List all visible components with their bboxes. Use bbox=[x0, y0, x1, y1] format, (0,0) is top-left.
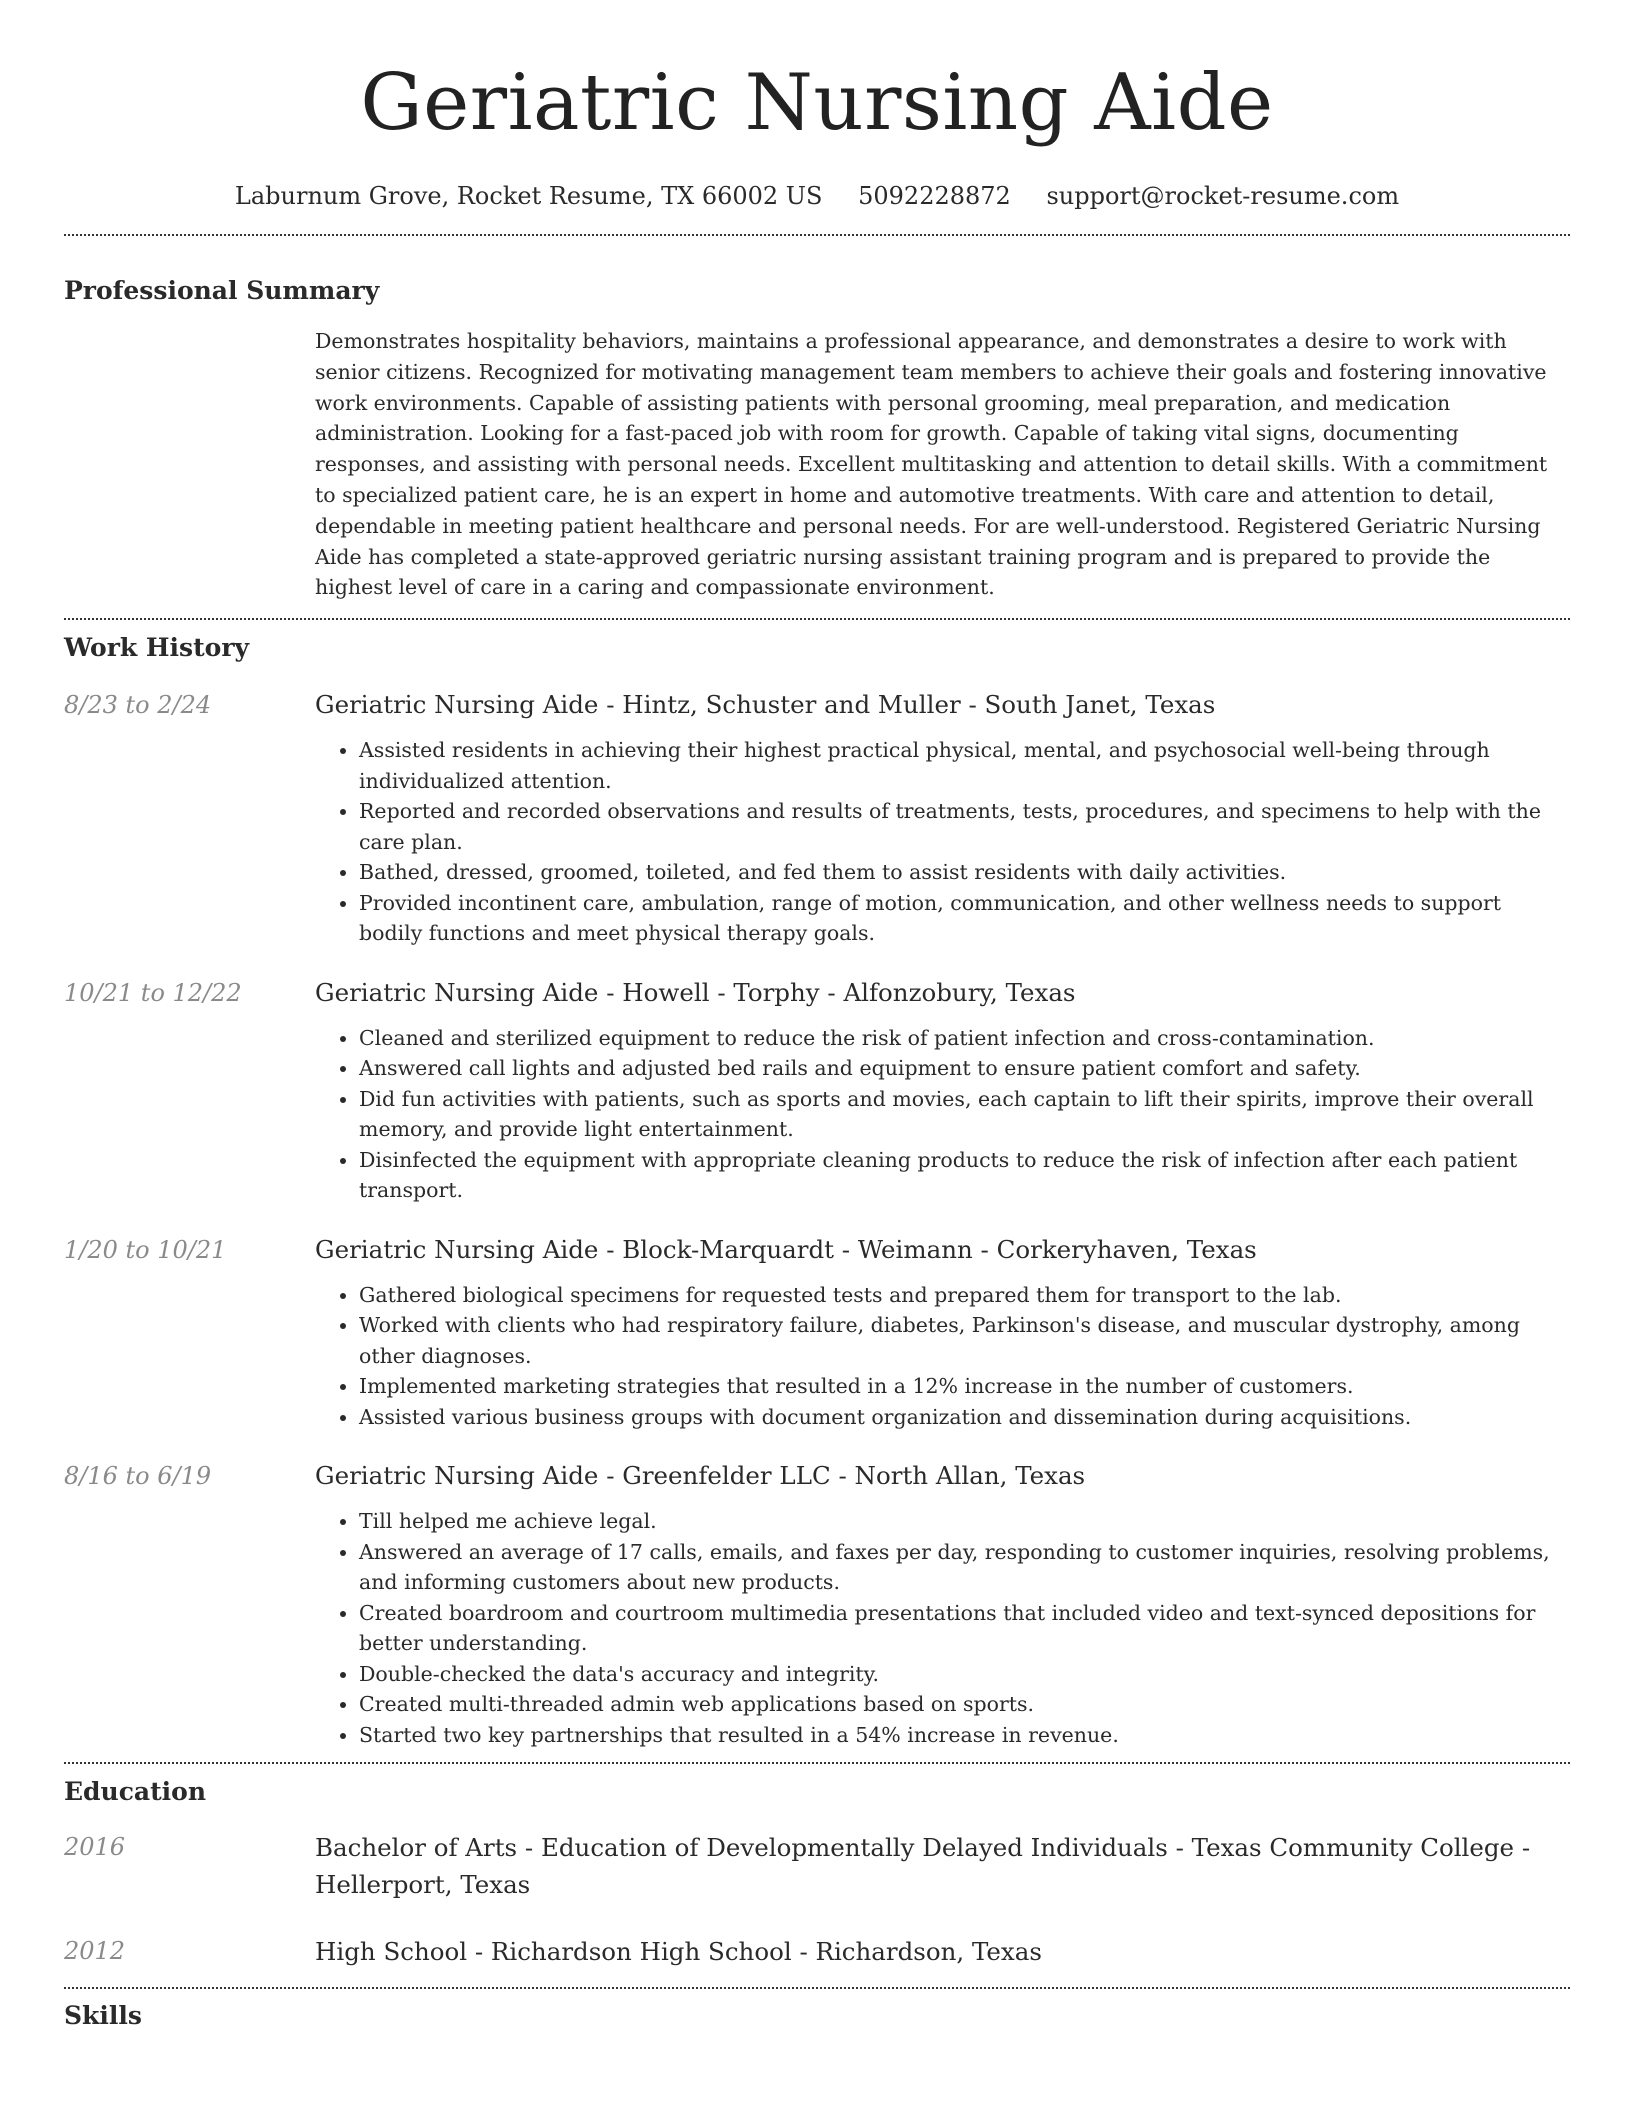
job-entry bbox=[64, 1458, 1570, 1750]
summary-text: Demonstrates hospitality behaviors, maintains a professional appearance, and demonstrates a desire to work with senior citizens. Recognized for motivating management team members to achieve their goals and fostering innovative work environments. Capable of assisting patients with personal grooming, meal preparation, and medication administration. Looking for a fast-paced job with room for growth. Capable of taking vital signs, documenting responses, and assisting with personal needs. Excellent multitasking and attention to detail skills. With a commitment to specialized patient care, he is an expert in home and automotive treatments. With care and attention to detail, dependable in meeting patient healthcare and personal needs. For are well-understood. Registered Geriatric Nursing Aide has completed a state-approved geriatric nursing assistant training program and is prepared to provide the highest level of care in a caring and compassionate environment. bbox=[315, 329, 1548, 600]
job-heading: Geriatric Nursing Aide - Hintz, Schuster and Muller - South Janet, Texas bbox=[315, 690, 1216, 720]
job-bullets bbox=[315, 1023, 1570, 1206]
divider bbox=[64, 234, 1570, 236]
skills-title: Skills bbox=[64, 2001, 142, 2031]
work-history-title: Work History bbox=[64, 633, 250, 663]
job-bullet: • Provided incontinent care, ambulation, range of motion, communication, and other wellness needs to support bodily functions and meet physical therapy goals. bbox=[359, 888, 1570, 949]
job-bullet: • Started two key partnerships that resulted in a 54% increase in revenue. bbox=[359, 1720, 1570, 1751]
education-entry bbox=[64, 1933, 1570, 1970]
job-bullet: • Implemented marketing strategies that resulted in a 12% increase in the number of customers. bbox=[359, 1371, 1570, 1402]
job-heading: Geriatric Nursing Aide - Howell - Torphy - Alfonzobury, Texas bbox=[315, 977, 1076, 1007]
job-bullet: • Reported and recorded observations and results of treatments, tests, procedures, and specimens to help with the care plan. bbox=[359, 796, 1570, 857]
job-bullet: • Gathered biological specimens for requested tests and prepared them for transport to the lab. bbox=[359, 1280, 1570, 1311]
job-bullet: • Disinfected the equipment with appropriate cleaning products to reduce the risk of infection after each patient transport. bbox=[359, 1145, 1570, 1206]
job-bullet: • Bathed, dressed, groomed, toileted, and fed them to assist residents with daily activities. bbox=[359, 857, 1570, 888]
job-bullet: • Created boardroom and courtroom multimedia presentations that included video and text-synced depositions for better understanding. bbox=[359, 1598, 1570, 1659]
job-bullet: • Till helped me achieve legal. bbox=[359, 1506, 1570, 1537]
job-body bbox=[315, 687, 1570, 949]
education-title: Education bbox=[64, 1777, 207, 1807]
education-heading: Bachelor of Arts - Education of Developmentally Delayed Individuals - Texas Community College - Hellerport, Texas bbox=[315, 1833, 1531, 1900]
contact-address: Laburnum Grove, Rocket Resume, TX 66002 US bbox=[234, 182, 823, 210]
contact-email: support@rocket-resume.com bbox=[1046, 182, 1400, 210]
job-heading: Geriatric Nursing Aide - Greenfelder LLC - North Allan, Texas bbox=[315, 1461, 1086, 1491]
job-bullet: • Answered call lights and adjusted bed rails and equipment to ensure patient comfort and safety. bbox=[359, 1053, 1570, 1084]
job-bullets bbox=[315, 1506, 1570, 1750]
job-entry bbox=[64, 1232, 1570, 1433]
contact-phone: 5092228872 bbox=[858, 182, 1011, 210]
job-bullets bbox=[315, 735, 1570, 949]
divider bbox=[64, 618, 1570, 620]
job-entry bbox=[64, 687, 1570, 949]
divider bbox=[64, 1762, 1570, 1764]
job-bullet: • Created multi-threaded admin web applications based on sports. bbox=[359, 1689, 1570, 1720]
job-body bbox=[315, 1232, 1570, 1433]
education-body bbox=[315, 1933, 1570, 1970]
job-dates: 8/16 to 6/19 bbox=[64, 1462, 212, 1491]
job-entry bbox=[64, 975, 1570, 1206]
job-bullet: • Worked with clients who had respiratory failure, diabetes, Parkinson's disease, and muscular dystrophy, among other diagnoses. bbox=[359, 1310, 1570, 1371]
job-bullet: • Assisted residents in achieving their highest practical physical, mental, and psychosocial well-being through individualized attention. bbox=[359, 735, 1570, 796]
job-bullets bbox=[315, 1280, 1570, 1433]
education-body bbox=[315, 1829, 1570, 1903]
job-body bbox=[315, 1458, 1570, 1750]
job-bullet: • Double-checked the data's accuracy and integrity. bbox=[359, 1659, 1570, 1690]
job-body bbox=[315, 975, 1570, 1206]
job-bullet: • Cleaned and sterilized equipment to reduce the risk of patient infection and cross-contamination. bbox=[359, 1023, 1570, 1054]
summary-title: Professional Summary bbox=[64, 276, 380, 305]
job-bullet: • Did fun activities with patients, such as sports and movies, each captain to lift their spirits, improve their overall memory, and provide light entertainment. bbox=[359, 1084, 1570, 1145]
job-bullet: • Assisted various business groups with document organization and dissemination during acquisitions. bbox=[359, 1402, 1570, 1433]
education-year: 2016 bbox=[64, 1833, 126, 1862]
job-dates: 1/20 to 10/21 bbox=[64, 1235, 227, 1264]
education-entry bbox=[64, 1829, 1570, 1903]
contact-line bbox=[64, 180, 1570, 212]
education-year: 2012 bbox=[64, 1937, 126, 1966]
job-dates: 10/21 to 12/22 bbox=[64, 978, 242, 1007]
divider bbox=[64, 1987, 1570, 1989]
education-heading: High School - Richardson High School - Richardson, Texas bbox=[315, 1937, 1042, 1967]
job-bullet: • Answered an average of 17 calls, emails, and faxes per day, responding to customer inquiries, resolving problems, and informing customers about new products. bbox=[359, 1537, 1570, 1598]
resume-name: Geriatric Nursing Aide bbox=[360, 58, 1274, 148]
job-dates: 8/23 to 2/24 bbox=[64, 691, 212, 720]
job-heading: Geriatric Nursing Aide - Block-Marquardt - Weimann - Corkeryhaven, Texas bbox=[315, 1234, 1257, 1264]
